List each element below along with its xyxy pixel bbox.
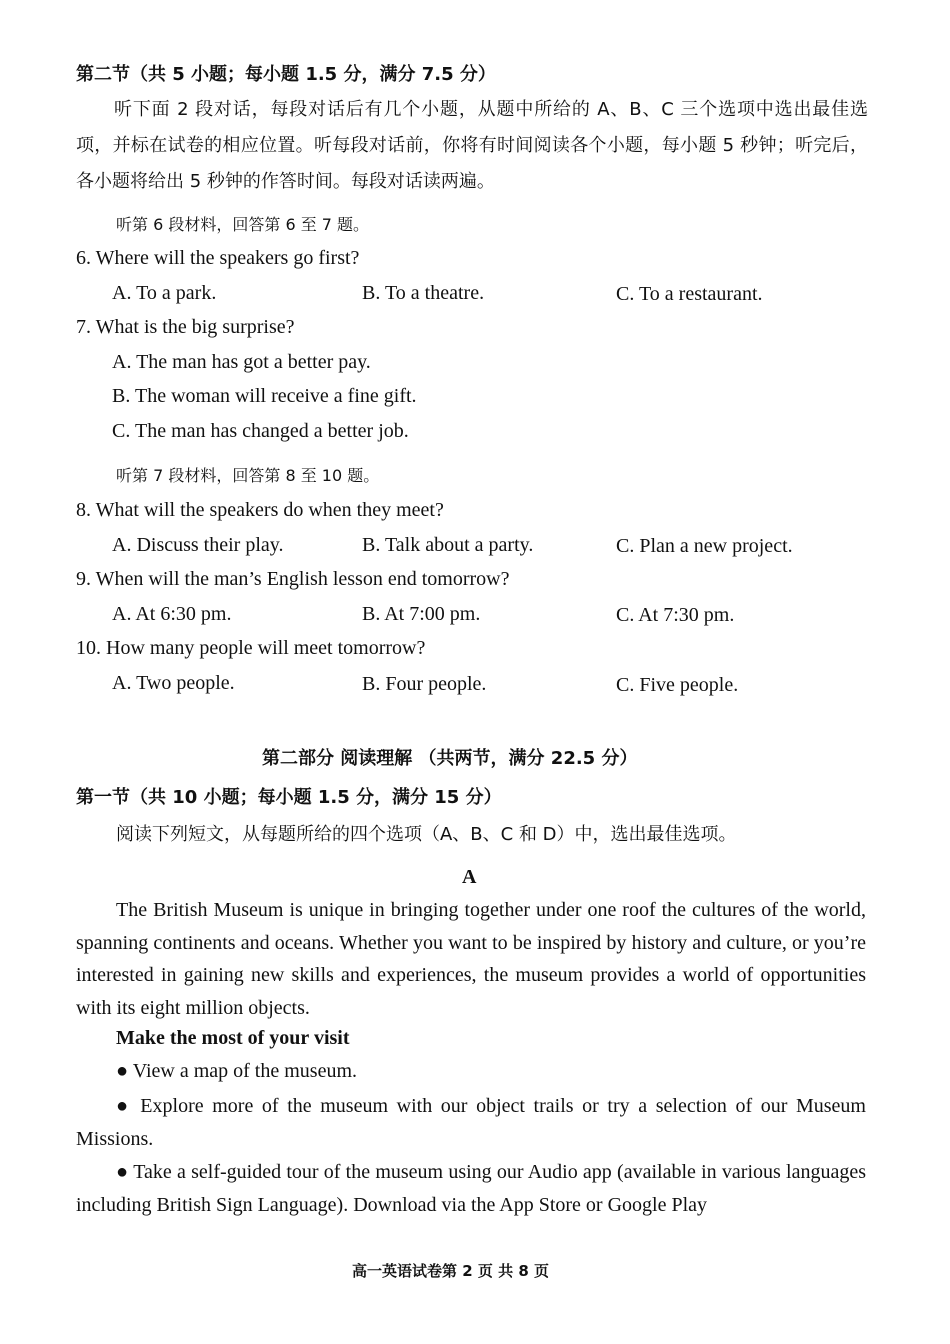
dialog7-header: 听第 7 段材料，回答第 8 至 10 题。 xyxy=(116,466,380,485)
q8-option-a: A. Discuss their play. xyxy=(112,534,284,556)
q10-option-b: B. Four people. xyxy=(362,673,487,695)
passage-a-bullet-1: ● View a map of the museum. xyxy=(116,1060,358,1082)
q10-question: 10. How many people will meet tomorrow? xyxy=(76,637,426,659)
q6-option-b: B. To a theatre. xyxy=(362,282,485,304)
q10-option-c: C. Five people. xyxy=(616,674,739,696)
passage-a-label: A xyxy=(462,866,477,888)
section2-instructions: 听下面 2 段对话，每段对话后有几个小题，从题中所给的 A、B、C 三个选项中选出最佳选项，并标在试卷的相应位置。听每段对话前，你将有时间阅读各个小题，每小题 5 秒钟；听完后，各小题将给出 5 秒钟的作答时间。每段对话读两遍。 xyxy=(76,99,868,192)
q7-option-a: A. The man has got a better pay. xyxy=(112,351,371,373)
q10-option-a: A. Two people. xyxy=(112,672,235,694)
q8-question: 8. What will the speakers do when they meet? xyxy=(76,499,444,521)
q7-option-b: B. The woman will receive a fine gift. xyxy=(112,385,417,407)
q8-option-b: B. Talk about a party. xyxy=(362,534,534,556)
part2-section1-title: 第一节（共 10 小题；每小题 1.5 分，满分 15 分） xyxy=(76,787,502,808)
passage-a-paragraph-1: The British Museum is unique in bringing together under one roof the cultures of the world, spanning continents and oceans. Whether you want to be inspired by history and culture, or you’re interested in gaining new skills and experiences, the museum provides a world of opportunities with its eight million objects. xyxy=(76,899,866,1019)
q6-option-a: A. To a park. xyxy=(112,282,217,304)
q9-option-a: A. At 6:30 pm. xyxy=(112,603,232,625)
part2-section1-instructions: 阅读下列短文，从每题所给的四个选项（A、B、C 和 D）中，选出最佳选项。 xyxy=(116,824,737,845)
section2-title: 第二节（共 5 小题；每小题 1.5 分，满分 7.5 分） xyxy=(76,64,496,85)
passage-a-bullet-3: ● Take a self-guided tour of the museum using our Audio app (available in various languages including British Sign Language). Download via the App Store or Google Play xyxy=(76,1161,866,1216)
q6-option-c: C. To a restaurant. xyxy=(616,283,763,305)
q7-question: 7. What is the big surprise? xyxy=(76,316,295,338)
q9-option-c: C. At 7:30 pm. xyxy=(616,604,735,626)
q7-option-c: C. The man has changed a better job. xyxy=(112,420,409,442)
q9-question: 9. When will the man’s English lesson end tomorrow? xyxy=(76,568,510,590)
passage-a-subheading: Make the most of your visit xyxy=(116,1027,350,1049)
page-footer: 高一英语试卷第 2 页 共 8 页 xyxy=(352,1262,549,1280)
q8-option-c: C. Plan a new project. xyxy=(616,535,793,557)
q6-question: 6. Where will the speakers go first? xyxy=(76,247,360,269)
part2-title: 第二部分 阅读理解 （共两节，满分 22.5 分） xyxy=(262,748,638,769)
passage-a-bullet-2: ● Explore more of the museum with our object trails or try a selection of our Museum Missions. xyxy=(76,1095,866,1150)
dialog6-header: 听第 6 段材料，回答第 6 至 7 题。 xyxy=(116,215,370,234)
q9-option-b: B. At 7:00 pm. xyxy=(362,603,481,625)
